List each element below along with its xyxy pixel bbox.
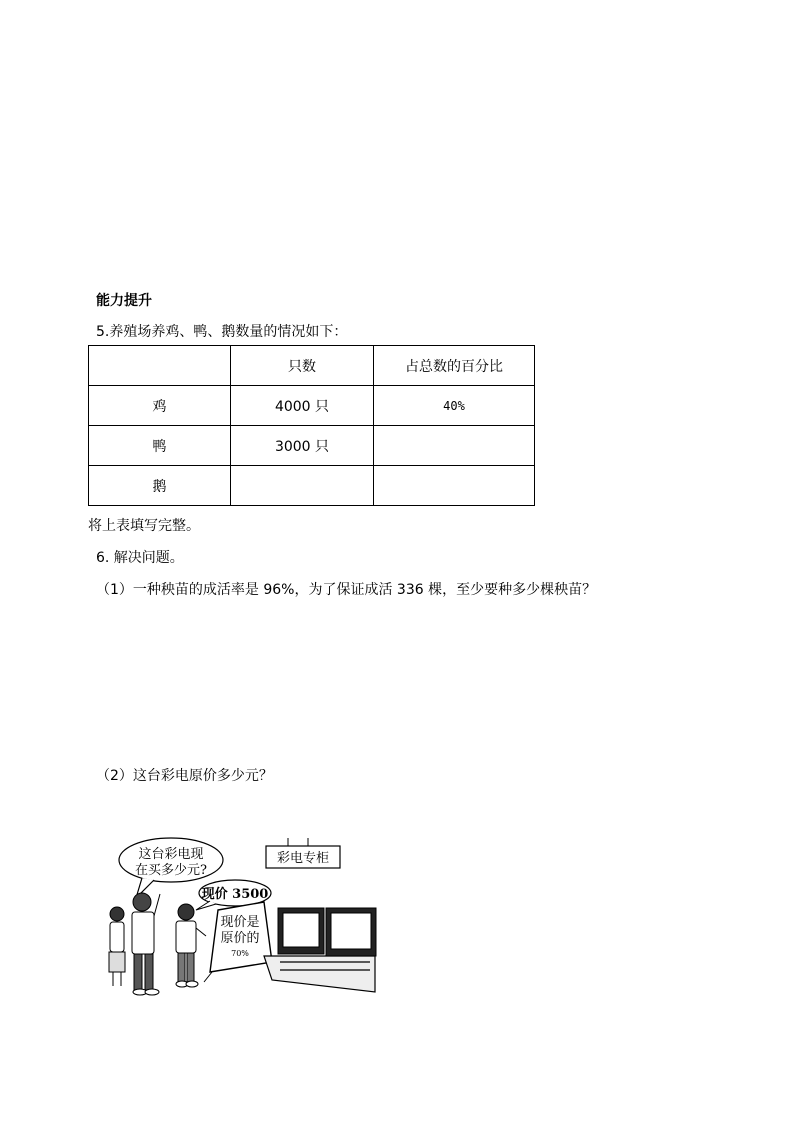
tv-icon [278, 908, 324, 954]
table-cell-blank[interactable] [374, 466, 535, 506]
boy-figure [176, 904, 206, 987]
table-row [89, 386, 535, 426]
question-6-part-2: （2）这台彩电原价多少元？ [96, 768, 273, 784]
table-cell: 40% [374, 386, 535, 426]
placard-line1: 现价是 [220, 915, 260, 930]
placard-line3: 70% [231, 949, 249, 958]
table-header-cell [89, 346, 231, 386]
man-figure [132, 893, 160, 995]
question-bubble-line2: 在买多少元? [135, 863, 207, 878]
table-header-row [89, 346, 535, 386]
poultry-table [88, 345, 535, 506]
question-5-prompt: 5.养殖场养鸡、鸭、鹅数量的情况如下： [96, 324, 348, 340]
section-title: 能力提升 [96, 293, 152, 309]
tv-cabinet [264, 956, 375, 992]
placard-line2: 原价的 [220, 931, 260, 946]
question-bubble-line1: 这台彩电现 [138, 847, 204, 862]
table-cell: 鹅 [89, 466, 231, 506]
table-instruction: 将上表填写完整。 [88, 518, 200, 534]
table-row [89, 466, 535, 506]
table-cell: 鸡 [89, 386, 231, 426]
table-cell-blank[interactable] [231, 466, 374, 506]
question-6-prompt: 6. 解决问题。 [96, 550, 184, 566]
table-row [89, 426, 535, 466]
table-cell: 4000 只 [231, 386, 374, 426]
table-header-cell: 占总数的百分比 [374, 346, 535, 386]
table-cell-blank[interactable] [374, 426, 535, 466]
girl-figure [109, 907, 125, 986]
store-sign-text: 彩电专柜 [276, 851, 330, 866]
table-cell: 鸭 [89, 426, 231, 466]
tv-store-illustration [100, 832, 380, 1000]
table-header-cell: 只数 [231, 346, 374, 386]
tv-icon [326, 908, 376, 956]
price-bubble-text: 现价 3500 [201, 887, 269, 902]
question-6-part-1: （1）一种秧苗的成活率是 96%，为了保证成活 336 棵，至少要种多少棵秧苗？ [96, 582, 597, 598]
table-cell: 3000 只 [231, 426, 374, 466]
